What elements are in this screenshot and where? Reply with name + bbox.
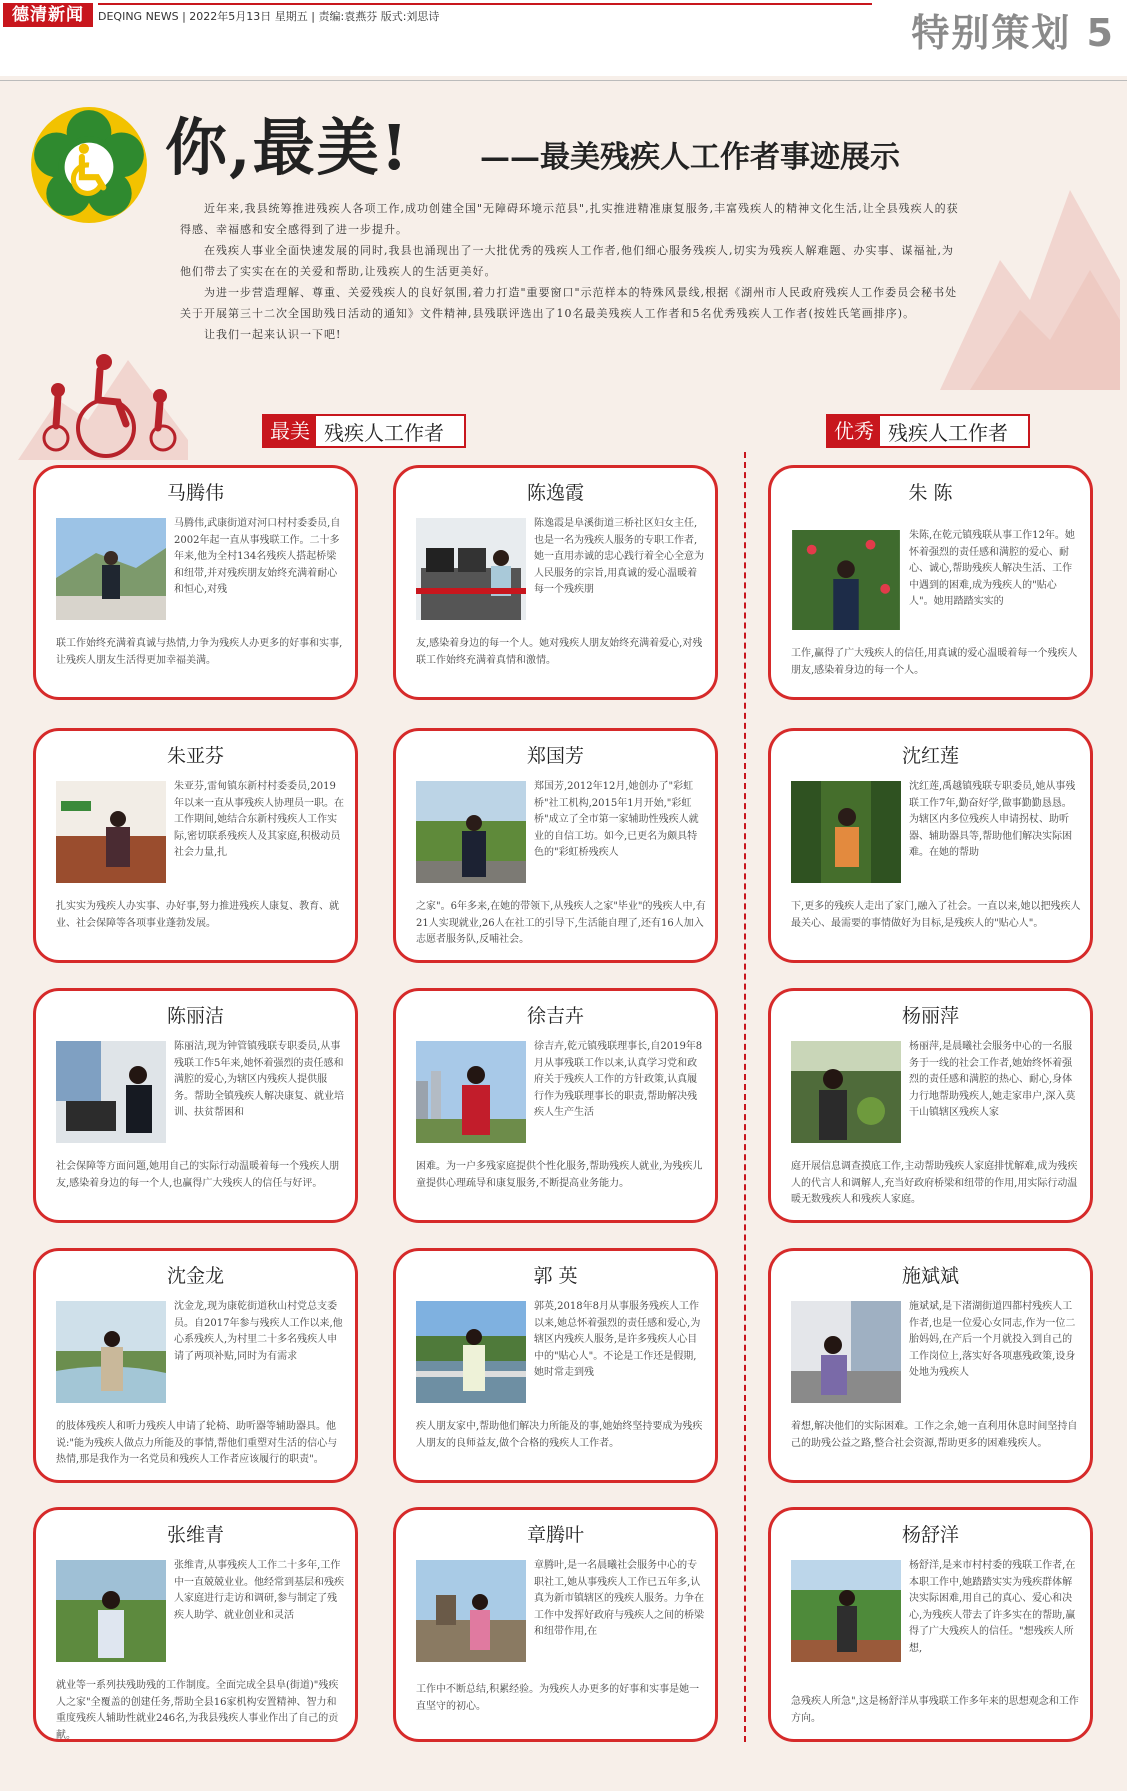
profile-card [33, 1507, 358, 1742]
profile-bio: 陈丽洁,现为钟管镇残联专职委员,从事残联工作5年来,她怀着强烈的责任感和满腔的爱心,为辖区内残疾人提供服务。帮助全镇残疾人解决康复、就业培训、扶贫帮困和 [174, 1041, 344, 1118]
profile-photo [416, 1301, 526, 1403]
profile-card [393, 1507, 718, 1742]
best-workers-header [262, 414, 466, 448]
excellent-label: 残疾人工作者 [888, 420, 1008, 445]
profile-card [33, 465, 358, 700]
profile-photo [56, 1560, 166, 1662]
profile-bio-continued: 扎实实为残疾人办实事、办好事,努力推进残疾人康复、教育、就业、社会保障等各项事业蓬勃发展。 [56, 901, 340, 929]
profile-card [768, 728, 1093, 963]
profile-name: 郑国芳 [526, 745, 584, 767]
masthead [0, 0, 1127, 76]
profile-bio: 徐吉卉,乾元镇残联理事长,自2019年8月从事残联工作以来,认真学习党和政府关于残疾人工作的方针政策,认真履行作为残联理事长的职责,帮助解决残疾人生产生活 [534, 1041, 703, 1118]
profile-bio: 张维青,从事残疾人工作二十多年,工作中一直兢兢业业。他经常到基层和残疾人家庭进行走访和调研,参与制定了残疾人助学、就业创业和灵活 [174, 1560, 344, 1621]
profile-photo [56, 1301, 166, 1403]
profile-name: 杨舒洋 [901, 1524, 959, 1546]
masthead-info: DEQING NEWS | 2022年5月13日 星期五 | 责编:袁燕芬 版式:刘思诗 [98, 10, 440, 23]
profile-name: 章腾叶 [526, 1524, 584, 1546]
profile-bio: 陈逸霞是阜溪街道三桥社区妇女主任,也是一名为残疾人服务的专职工作者,她一直用赤诚的忠心践行着全心全意为人民服务的宗旨,用真诚的爱心温暖着每一个残疾朋 [534, 518, 704, 595]
profile-bio-continued: 之家"。6年多来,在她的带领下,从残疾人之家"毕业"的残疾人中,有21人实现就业,26人在社工的引导下,生活能自理了,还有16人加入志愿者服务队,反哺社会。 [416, 901, 706, 945]
profile-card [768, 988, 1093, 1223]
profile-name: 朱 陈 [908, 482, 953, 504]
paper-logo: 德清新闻 [3, 3, 93, 27]
best-tag: 最美 [264, 416, 316, 446]
intro-paragraph: 为进一步营造理解、尊重、关爱残疾人的良好氛围,着力打造"重要窗口"示范样本的特殊风景线,根据《湖州市人民政府残疾人工作委员会秘书处关于开展第三十二次全国助残日活动的通知》文件精神,县残联评选出了10名最美残疾人工作者和5名优秀残疾人工作者(按姓氏笔画排序)。 [180, 286, 958, 320]
profile-bio: 朱陈,在乾元镇残联从事工作12年。她怀着强烈的责任感和满腔的爱心、耐心、诚心,帮助残疾人解决生活、工作中遇到的困难,成为残疾人的"贴心人"。她用踏踏实实的 [909, 530, 1075, 607]
profile-bio: 杨舒洋,是来市村村委的残联工作者,在本职工作中,她踏踏实实为残疾群体解决实际困难,用自己的真心、爱心和决心,为残疾人带去了许多实在的帮助,赢得了广大残疾人的信任。"想残疾人所想, [909, 1560, 1076, 1654]
profile-photo [416, 1560, 526, 1662]
profile-card [33, 988, 358, 1223]
profile-bio-continued: 着想,解决他们的实际困难。工作之余,她一直利用休息时间坚持自己的助残公益之路,整合社会资源,帮助更多的困难残疾人。 [791, 1421, 1078, 1449]
profile-name: 郭 英 [533, 1265, 578, 1287]
mountain-decoration [940, 150, 1120, 390]
profile-bio-continued: 的肢体残疾人和听力残疾人申请了轮椅、助听器等辅助器具。他说:"能为残疾人做点力所能及的事情,帮他们重塑对生活的信心与热情,那是我作为一名党员和残疾人工作者应该履行的职责"。 [56, 1421, 338, 1465]
profile-name: 张维青 [166, 1524, 224, 1546]
profile-photo [791, 1041, 901, 1143]
profile-card [393, 988, 718, 1223]
profile-name: 沈红莲 [901, 745, 959, 767]
profile-photo [791, 1560, 901, 1662]
excellent-tag: 优秀 [828, 416, 880, 446]
profile-bio-continued: 庭开展信息调查摸底工作,主动帮助残疾人家庭排忧解难,成为残疾人的代言人和调解人,充当好政府桥梁和纽带的作用,用实际行动温暖无数残疾人和残疾人家庭。 [791, 1161, 1078, 1205]
profile-name: 陈逸霞 [526, 482, 584, 504]
profile-photo [416, 1041, 526, 1143]
profile-bio-continued: 友,感染着身边的每一个人。她对残疾人朋友始终充满着爱心,对残联工作始终充满着真情和激情。 [416, 638, 703, 666]
profile-photo [56, 1041, 166, 1143]
page-title: 你,最美! [165, 111, 410, 184]
profile-name: 朱亚芬 [166, 745, 224, 767]
masthead-rule [98, 3, 872, 5]
profile-bio: 郭英,2018年8月从事服务残疾人工作以来,她总怀着强烈的责任感和爱心,为辖区内残疾人服务,是许多残疾人心目中的"贴心人"。不论是工作还是假期,她时常走到残 [534, 1301, 701, 1378]
profile-photo [416, 781, 526, 883]
profile-photo [56, 781, 166, 883]
profile-name: 沈金龙 [166, 1265, 224, 1287]
profile-card [393, 465, 718, 700]
profile-bio-continued: 工作中不断总结,积累经验。为残疾人办更多的好事和实事是她一直坚守的初心。 [416, 1684, 700, 1712]
column-divider [744, 452, 746, 1742]
page-subtitle: ——最美残疾人工作者事迹展示 [480, 140, 900, 175]
profile-bio-continued: 联工作始终充满着真诚与热情,力争为残疾人办更多的好事和实事,让残疾人朋友生活得更加幸福美满。 [56, 638, 343, 666]
profile-name: 陈丽洁 [166, 1005, 224, 1027]
intro-text [180, 198, 960, 345]
profile-bio-continued: 疾人朋友家中,帮助他们解决力所能及的事,她始终坚持要成为残疾人朋友的良师益友,做个合格的残疾人工作者。 [416, 1421, 703, 1449]
intro-paragraph: 近年来,我县统筹推进残疾人各项工作,成功创建全国"无障碍环境示范县",扎实推进精准康复服务,丰富残疾人的精神文化生活,让全县残疾人的获得感、幸福感和安全感得到了进一步提升。 [180, 202, 959, 236]
profile-bio-continued: 社会保障等方面问题,她用自己的实际行动温暖着每一个残疾人朋友,感染着身边的每一个人,也赢得广大残疾人的信任与好评。 [56, 1161, 340, 1189]
profile-photo [791, 781, 901, 883]
masthead-divider [0, 80, 1127, 81]
wheelchair-illustration-icon [18, 340, 188, 460]
profile-bio-continued: 工作,赢得了广大残疾人的信任,用真诚的爱心温暖着每一个残疾人朋友,感染着身边的每一个人。 [791, 648, 1078, 676]
profile-bio: 朱亚芬,雷甸镇东新村村委委员,2019年以来一直从事残疾人协理员一职。在工作期间,她结合东新村残疾人工作实际,密切联系残疾人及其家庭,积极动员社会力量,扎 [174, 781, 344, 858]
intro-paragraph: 在残疾人事业全面快速发展的同时,我县也涌现出了一大批优秀的残疾人工作者,他们细心服务残疾人,切实为残疾人解难题、办实事、谋福祉,为他们带去了实实在在的关爱和帮助,让残疾人的生活更美好。 [180, 244, 954, 278]
profile-card [768, 1248, 1093, 1483]
profile-bio: 郑国芳,2012年12月,她创办了"彩虹桥"社工机构,2015年1月开始,"彩虹桥"成立了全市第一家辅助性残疾人就业的自信工坊。如今,已更名为颇具特色的"彩虹桥残疾人 [534, 781, 699, 858]
profile-bio: 施斌斌,是下渚湖街道四都村残疾人工作者,也是一位爱心女同志,作为一位二胎妈妈,在产后一个月就投入到自己的工作岗位上,落实好各项惠残政策,设身处地为残疾人 [909, 1301, 1076, 1378]
profile-card [768, 465, 1093, 700]
profile-card [393, 728, 718, 963]
profile-name: 杨丽萍 [901, 1005, 959, 1027]
intro-paragraph: 让我们一起来认识一下吧! [204, 328, 342, 341]
disability-federation-emblem-icon [28, 104, 150, 226]
profile-card [393, 1248, 718, 1483]
excellent-workers-header [826, 414, 1030, 448]
profile-photo [791, 530, 901, 630]
profile-photo [791, 1301, 901, 1403]
profile-bio: 杨丽萍,是晨曦社会服务中心的一名服务于一线的社会工作者,她始终怀着强烈的责任感和满腔的热心、耐心,身体力行地帮助残疾人,她走家串户,深入莫干山镇辖区残疾人家 [909, 1041, 1076, 1118]
profile-bio-continued: 困难。为一户多残家庭提供个性化服务,帮助残疾人就业,为残疾儿童提供心理疏导和康复服务,不断提高业务能力。 [416, 1161, 703, 1189]
profile-photo [416, 518, 526, 620]
profile-bio: 马腾伟,武康街道对河口村村委委员,自2002年起一直从事残联工作。二十多年来,他为全村134名残疾人搭起桥梁和纽带,并对残疾朋友始终充满着耐心和恒心,对残 [174, 518, 341, 595]
best-label: 残疾人工作者 [324, 420, 444, 445]
profile-card [768, 1507, 1093, 1742]
profile-name: 徐吉卉 [526, 1005, 584, 1027]
profile-bio-continued: 下,更多的残疾人走出了家门,融入了社会。一直以来,她以把残疾人最关心、最需要的事情做好为目标,是残疾人的"贴心人"。 [791, 901, 1081, 929]
profile-card [33, 1248, 358, 1483]
profile-bio: 章腾叶,是一名晨曦社会服务中心的专职社工,她从事残疾人工作已五年多,认真为新市镇辖区的残疾人服务。力争在工作中发挥好政府与残疾人之间的桥梁和纽带作用,在 [534, 1560, 704, 1637]
section-label: 特别策划 5 [911, 11, 1115, 55]
profile-card [33, 728, 358, 963]
profile-bio-continued: 就业等一系列扶残助残的工作制度。全面完成全县阜(街道)"残疾人之家"全覆盖的创建任务,帮助全县16家机构安置精神、智力和重度残疾人辅助性就业246名,为我县残疾人事业作出了自己的贡献。 [56, 1680, 339, 1741]
profile-bio-continued: 急残疾人所急",这是杨舒洋从事残联工作多年来的思想观念和工作方向。 [791, 1696, 1079, 1724]
profile-name: 马腾伟 [166, 482, 224, 504]
profile-photo [56, 518, 166, 620]
profile-bio: 沈红莲,禹越镇残联专职委员,她从事残联工作7年,勤奋好学,做事勤勤恳恳。为辖区内多位残疾人申请拐杖、助听器、辅助器具等,帮助他们解决实际困难。在她的帮助 [909, 781, 1076, 858]
profile-bio: 沈金龙,现为康乾街道秋山村党总支委员。自2017年参与残疾人工作以来,他心系残疾人,为村里二十多名残疾人申请了两项补贴,同时为有需求 [174, 1301, 343, 1362]
profile-name: 施斌斌 [901, 1265, 959, 1287]
